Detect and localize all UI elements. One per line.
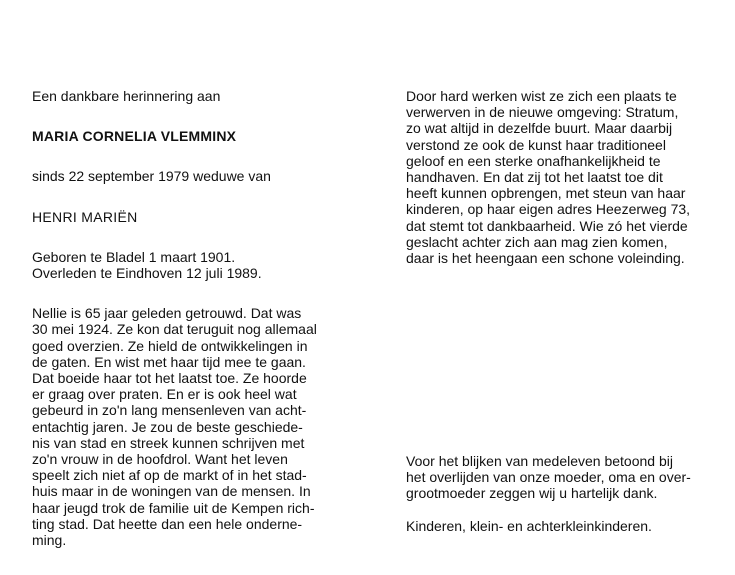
story-line: Dat boeide haar tot het laatst toe. Ze hoorde (32, 370, 307, 387)
story-line: verwerven in de nieuwe omgeving: Stratum, (406, 104, 679, 121)
story-line: entachtig jaren. Je zou de beste geschiede- (32, 418, 303, 435)
thanks-line: het overlijden van onze moeder, oma en over- (406, 469, 691, 486)
story-line: daar is het heengaan een schone voleinding. (406, 250, 685, 267)
story-line: ming. (32, 532, 67, 549)
story-line: geslacht achter zich aan mag zien komen, (406, 233, 668, 250)
deceased-name: MARIA CORNELIA VLEMMINX (32, 128, 237, 145)
thanks-line: Voor het blijken van medeleven betoond bij (406, 453, 673, 469)
story-line: 30 mei 1924. Ze kon dat teruguit nog allemaal (32, 321, 317, 338)
story-line: heeft kunnen opbrengen, met steun van haar (406, 185, 686, 202)
story-line: Door hard werken wist ze zich een plaats te (406, 88, 677, 104)
story-line: er graag over praten. En er is ook heel wat (32, 386, 297, 403)
intro-text: Een dankbare herinnering aan (32, 88, 221, 104)
story-line: nis van stad en streek kunnen schrijven met (32, 434, 305, 451)
right-column (406, 88, 710, 266)
thanks-section (406, 453, 710, 534)
story-paragraph-left (32, 305, 332, 548)
story-line: goed overzien. Ze hield de ontwikkelingen in (32, 337, 308, 354)
story-line: de gaten. En wist met haar tijd mee te gaan. (32, 353, 306, 370)
story-line: kinderen, op haar eigen adres Heezerweg 73, (406, 201, 691, 218)
widow-since-text: sinds 22 september 1979 weduwe van (32, 168, 271, 185)
family-signature: Kinderen, klein- en achterkleinkinderen. (406, 517, 652, 534)
left-column (32, 88, 332, 548)
story-line: zo'n vrouw in de hoofdrol. Want het leven (32, 451, 288, 468)
story-line: huis maar in de woningen van de mensen. In (32, 483, 311, 500)
story-paragraph-right (406, 88, 710, 266)
story-line: gebeurd in zo'n lang mensenleven van acht- (32, 402, 307, 419)
birth-text: Geboren te Bladel 1 maart 1901. (32, 248, 236, 265)
story-line: Nellie is 65 jaar geleden getrouwd. Dat was (32, 305, 302, 322)
death-text: Overleden te Eindhoven 12 juli 1989. (32, 265, 262, 282)
story-line: ting stad. Dat heette dan een hele onderne- (32, 515, 303, 532)
story-line: haar jeugd trok de familie uit de Kempen rich- (32, 499, 315, 516)
thanks-line: grootmoeder zeggen wij u hartelijk dank. (406, 485, 658, 502)
story-line: zo wat altijd in dezelfde buurt. Maar daarbij (406, 120, 673, 137)
story-line: dat stemt tot dankbaarheid. Wie zó het vierde (406, 217, 688, 234)
story-line: geloof en een sterke onafhankelijkheid te (406, 152, 661, 169)
story-line: verstond ze ook de kunst haar traditioneel (406, 136, 666, 153)
story-line: speelt zich niet af op de markt of in het stad- (32, 467, 307, 484)
spouse-name: HENRI MARIËN (32, 208, 138, 225)
story-line: handhaven. En dat zij tot het laatst toe dit (406, 169, 663, 186)
